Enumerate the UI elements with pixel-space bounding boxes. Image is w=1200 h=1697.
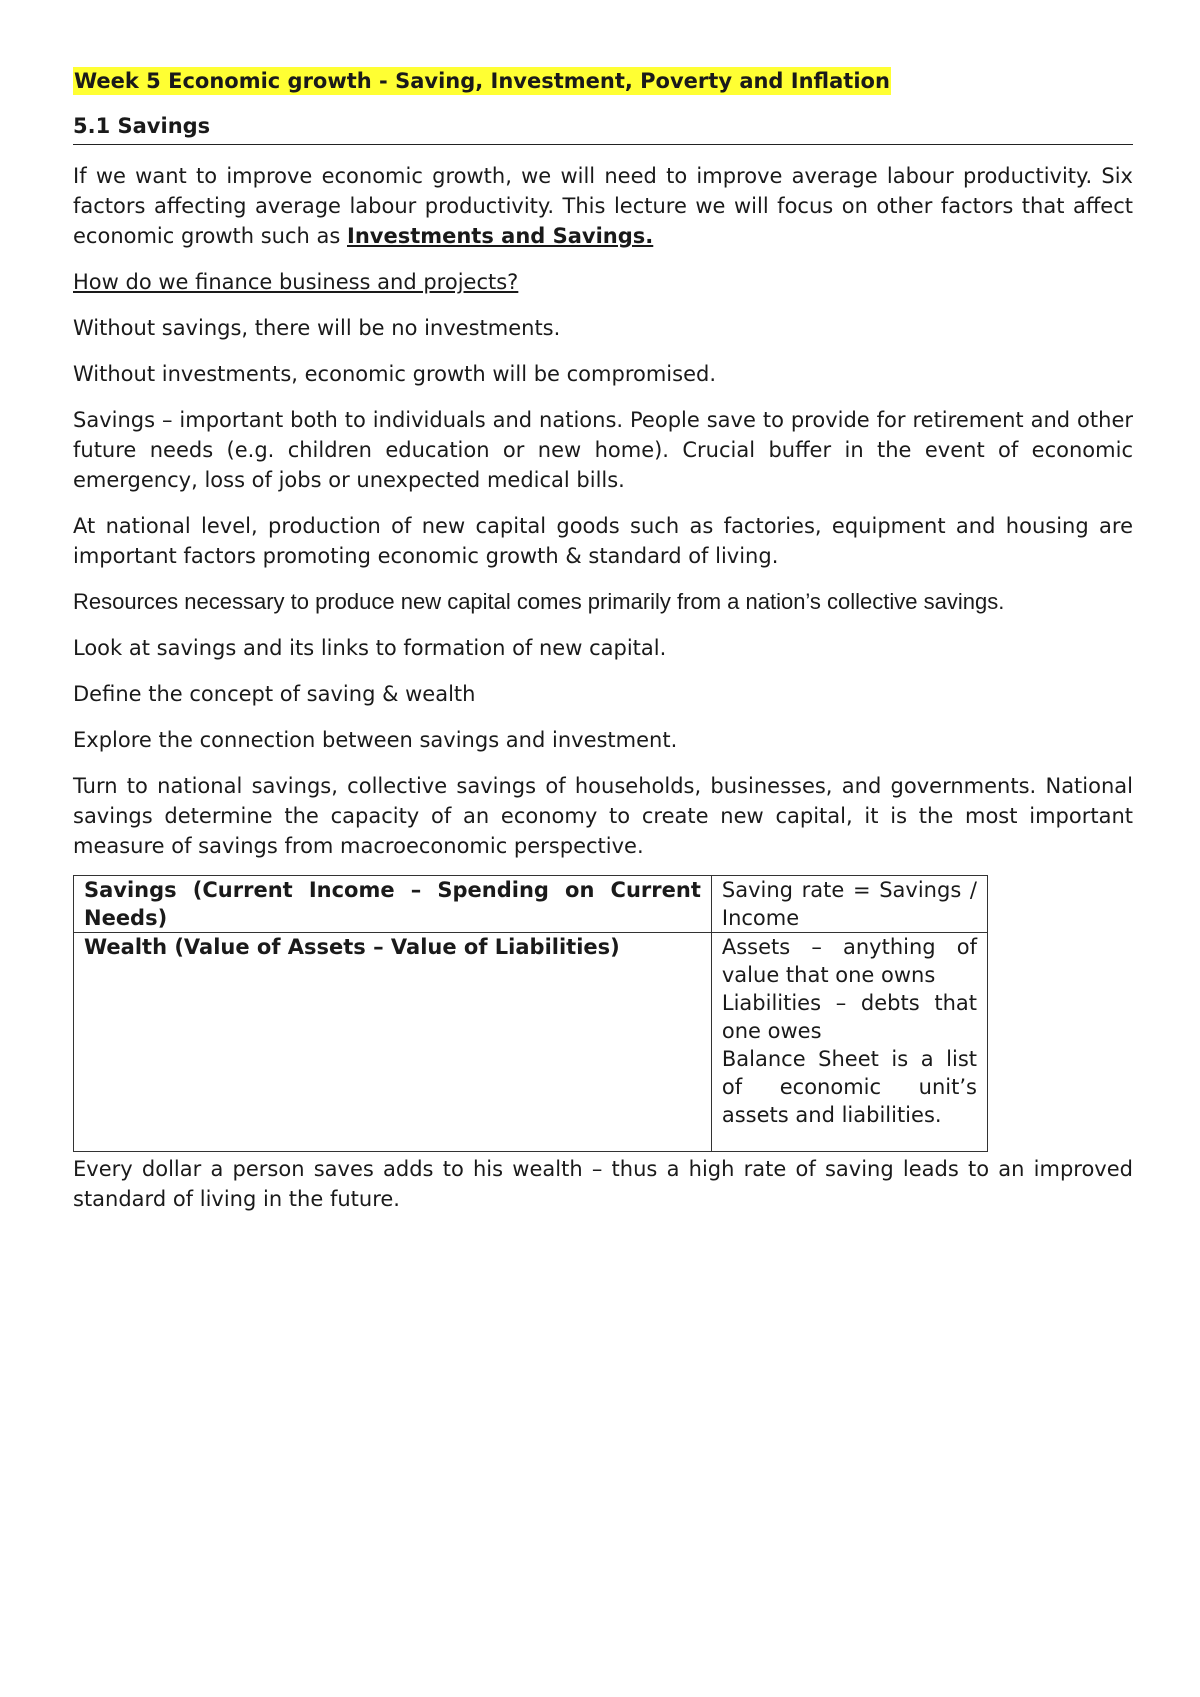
table-row-wealth xyxy=(74,933,988,1152)
wealth-definition-cell: Wealth (Value of Assets – Value of Liabilities) xyxy=(74,933,712,1152)
paragraph-resources: Resources necessary to produce new capital comes primarily from a nation’s collective savings. xyxy=(73,589,1005,614)
intro-emphasis: Investments and Savings. xyxy=(347,224,654,248)
definitions-table xyxy=(73,875,988,1152)
page-title: Week 5 Economic growth - Saving, Investment, Poverty and Inflation xyxy=(74,69,890,93)
title-block xyxy=(73,66,1133,96)
paragraph-investments-growth: Without investments, economic growth will be compromised. xyxy=(73,362,716,386)
savings-definition-cell: Savings (Current Income – Spending on Current Needs) xyxy=(74,876,712,933)
document-page xyxy=(73,66,1133,1230)
question-text: How do we finance business and projects? xyxy=(73,270,519,294)
question-paragraph xyxy=(73,267,1133,297)
paragraph-explore-connection: Explore the connection between savings and investment. xyxy=(73,728,678,752)
closing-paragraph: Every dollar a person saves adds to his wealth – thus a high rate of saving leads to an improved standard of living in the future. xyxy=(73,1157,1133,1211)
paragraph-savings-investments: Without savings, there will be no investments. xyxy=(73,316,561,340)
paragraph-national-savings: Turn to national savings, collective savings of households, businesses, and governments. National savings determine the capacity of an economy to create new capital, it is the most important measure of savings from macroeconomic perspective. xyxy=(73,774,1133,858)
paragraph-define-concept: Define the concept of saving & wealth xyxy=(73,682,476,706)
saving-rate-cell: Saving rate = Savings / Income xyxy=(711,876,987,933)
paragraph-savings-importance: Savings – important both to individuals and nations. People save to provide for retirement and other future needs (e.g. children education or new home). Crucial buffer in the event of economic emergency, loss of jobs or unexpected medical bills. xyxy=(73,408,1133,492)
section-heading: 5.1 Savings xyxy=(73,112,1133,145)
assets-definition: Assets – anything of value that one owns xyxy=(721,935,977,987)
paragraph-national-level: At national level, production of new capital goods such as factories, equipment and housing are important factors promoting economic growth & standard of living. xyxy=(73,514,1133,568)
intro-paragraph xyxy=(73,161,1133,251)
intro-text: If we want to improve economic growth, we will need to improve average labour productivity. Six factors affecting average labour productivity. This lecture we will focus on other factors that affect economic growth such as xyxy=(73,164,1133,248)
balance-sheet-definition: Balance Sheet is a list of economic unit’s assets and liabilities. xyxy=(721,1047,977,1127)
liabilities-definition: Liabilities – debts that one owes xyxy=(721,991,977,1043)
table-row-savings xyxy=(74,876,988,933)
assets-liabilities-cell xyxy=(711,933,987,1152)
paragraph-look-at-savings: Look at savings and its links to formation of new capital. xyxy=(73,636,667,660)
